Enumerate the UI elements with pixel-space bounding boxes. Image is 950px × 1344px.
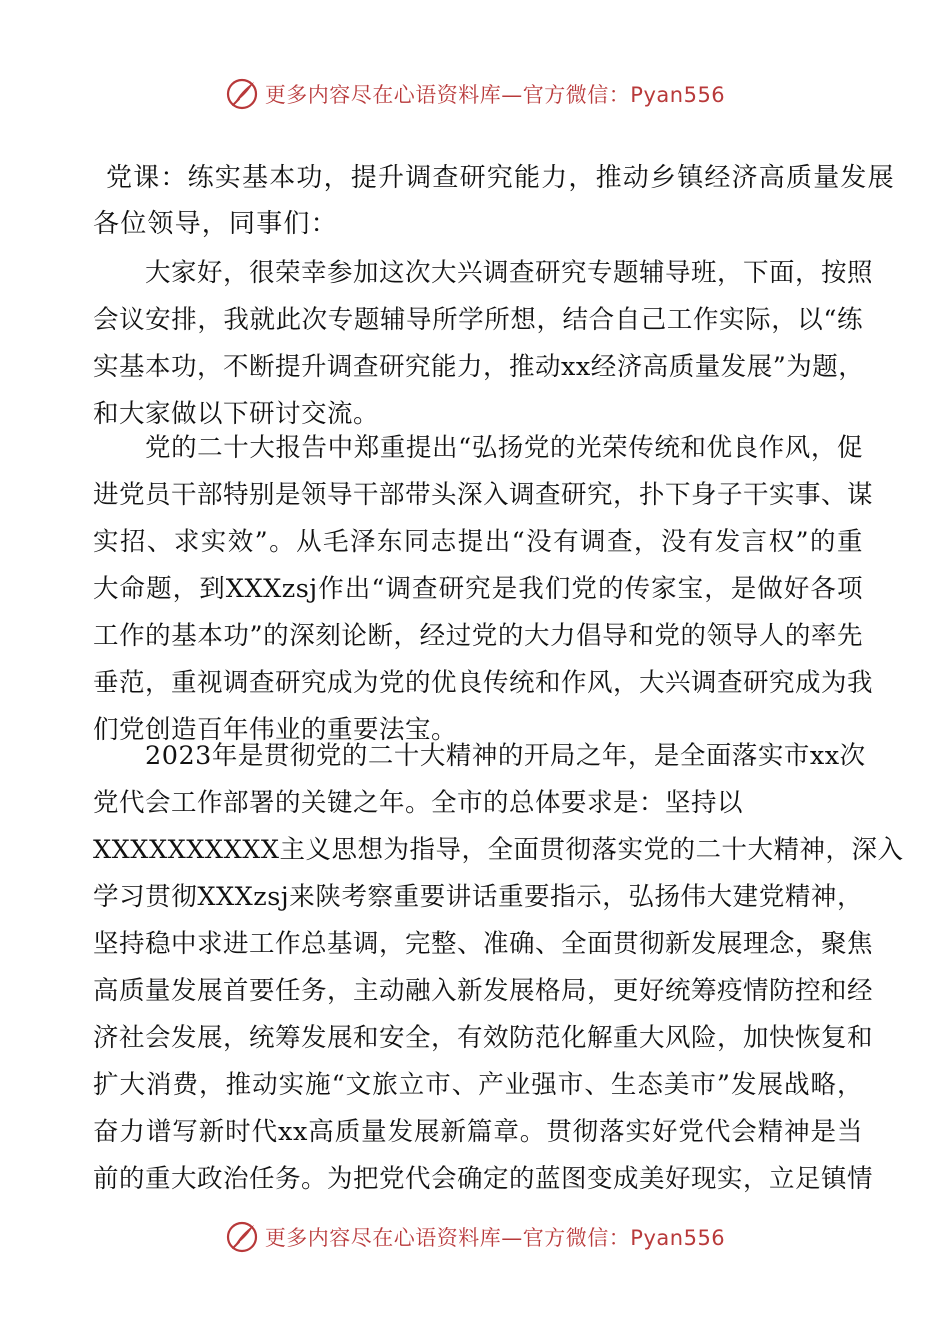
paragraph-line: 和大家做以下研讨交流。	[93, 399, 380, 429]
paragraph-2	[93, 425, 874, 754]
watermark-text: 更多内容尽在心语资料库—官方微信：Pyan556	[264, 83, 726, 107]
greeting-line: 各位领导，同事们：	[93, 209, 338, 239]
paragraph-line: 会议安排，我就此次专题辅导所学所想，结合自己工作实际，以“练	[93, 305, 863, 335]
document-title: 党课：练实基本功，提升调查研究能力，推动乡镇经济高质量发展	[106, 163, 895, 193]
paragraph-line: 进党员干部特别是领导干部带头深入调查研究，扑下身子干实事、谋	[93, 480, 874, 510]
watermark-text: 更多内容尽在心语资料库—官方微信：Pyan556	[264, 1226, 726, 1250]
paragraph-line: 学习贯彻XXXzsj来陕考察重要讲话重要指示，弘扬伟大建党精神，	[93, 882, 863, 912]
paragraph-line: XXXXXXXXXX主义思想为指导，全面贯彻落实党的二十大精神，深入	[93, 835, 904, 865]
paragraph-line: 大家好，很荣幸参加这次大兴调查研究专题辅导班，下面，按照	[145, 258, 874, 288]
header-watermark-banner	[0, 70, 950, 118]
paragraph-line: 党代会工作部署的关键之年。全市的总体要求是：坚持以	[93, 788, 744, 818]
paragraph-line: 实基本功，不断提升调查研究能力，推动xx经济高质量发展”为题，	[93, 352, 865, 382]
paragraph-line: 垂范，重视调查研究成为党的优良传统和作风，大兴调查研究成为我	[93, 668, 874, 698]
footer-watermark-banner	[0, 1213, 950, 1261]
paragraph-line: 奋力谱写新时代xx高质量发展新篇章。贯彻落实好党代会精神是当	[93, 1117, 863, 1147]
paragraph-line: 济社会发展，统筹发展和安全，有效防范化解重大风险，加快恢复和	[93, 1023, 874, 1053]
paragraph-line: 党的二十大报告中郑重提出“弘扬党的光荣传统和优良作风，促	[145, 433, 863, 463]
quill-logo-icon	[225, 1220, 259, 1254]
paragraph-line: 工作的基本功”的深刻论断，经过党的大力倡导和党的领导人的率先	[93, 621, 863, 651]
paragraph-line: 大命题，到XXXzsj作出“调查研究是我们党的传家宝，是做好各项	[93, 574, 863, 604]
paragraph-line: 前的重大政治任务。为把党代会确定的蓝图变成美好现实，立足镇情	[93, 1164, 874, 1194]
quill-logo-icon	[225, 77, 259, 111]
paragraph-line: 坚持稳中求进工作总基调，完整、准确、全面贯彻新发展理念，聚焦	[93, 929, 874, 959]
paragraph-line: 扩大消费，推动实施“文旅立市、产业强市、生态美市”发展战略，	[93, 1070, 863, 1100]
paragraph-line: 实招、求实效”。从毛泽东同志提出“没有调查，没有发言权”的重	[93, 527, 863, 557]
paragraph-line: 高质量发展首要任务，主动融入新发展格局，更好统筹疫情防控和经	[93, 976, 874, 1006]
paragraph-1	[93, 250, 874, 438]
paragraph-line: 们党创造百年伟业的重要法宝。	[93, 715, 458, 745]
paragraph-line: 2023年是贯彻党的二十大精神的开局之年，是全面落实市xx次	[145, 741, 866, 771]
paragraph-3	[93, 733, 904, 1203]
